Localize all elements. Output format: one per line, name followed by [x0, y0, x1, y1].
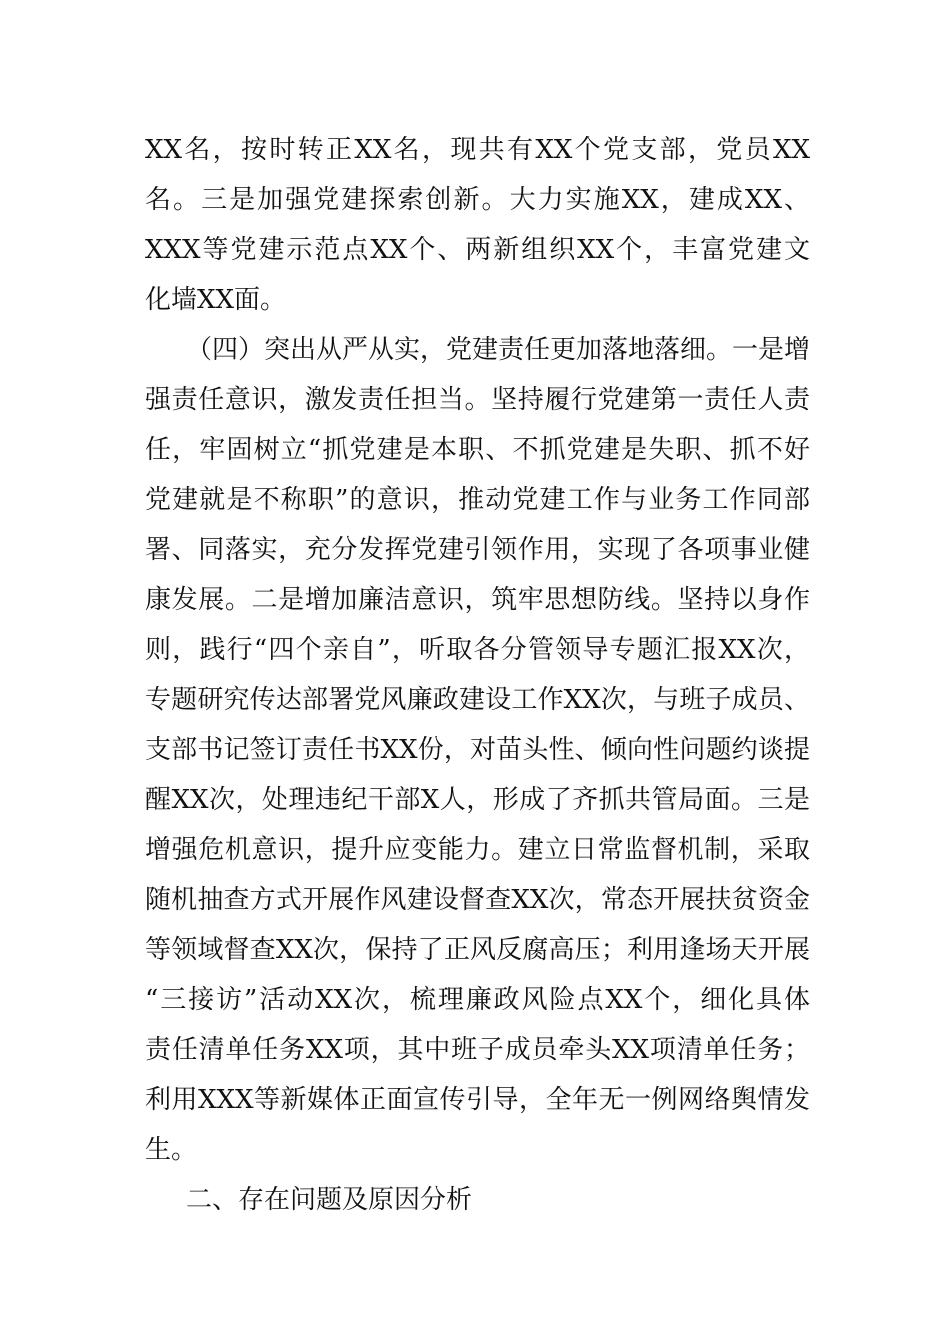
body-text-line: 康发展。二是增加廉洁意识，筑牢思想防线。坚持以身作: [145, 585, 810, 615]
body-text-line: “三接访”活动XX次，梳理廉政风险点XX个，细化具体: [145, 985, 810, 1015]
body-text-line: 署、同落实，充分发挥党建引领作用，实现了各项事业健: [145, 535, 810, 565]
body-text-line: 强责任意识，激发责任担当。坚持履行党建第一责任人责: [145, 385, 810, 415]
body-text-line: 专题研究传达部署党风廉政建设工作XX次，与班子成员、: [145, 685, 810, 715]
body-text-line: 利用XXX等新媒体正面宣传引导，全年无一例网络舆情发: [145, 1085, 810, 1115]
body-text-line: 化墙XX面。: [145, 285, 287, 315]
body-text-line: 增强危机意识，提升应变能力。建立日常监督机制，采取: [145, 835, 810, 865]
body-text-line: 任，牢固树立“抓党建是本职、不抓党建是失职、抓不好: [145, 435, 810, 465]
body-text-line: 等领域督查XX次，保持了正风反腐高压；利用逢场天开展: [145, 935, 810, 965]
body-text-line: 支部书记签订责任书XX份，对苗头性、倾向性问题约谈提: [145, 735, 810, 765]
body-text-line: XX名，按时转正XX名，现共有XX个党支部，党员XX: [145, 135, 810, 165]
body-text-line: 随机抽查方式开展作风建设督查XX次，常态开展扶贫资金: [145, 885, 810, 915]
body-text-line: 醒XX次，处理违纪干部X人，形成了齐抓共管局面。三是: [145, 785, 810, 815]
body-text-line: 党建就是不称职”的意识，推动党建工作与业务工作同部: [145, 485, 810, 515]
body-text-line: 名。三是加强党建探索创新。大力实施XX，建成XX、: [145, 185, 810, 215]
body-text-line: 生。: [145, 1135, 198, 1165]
paragraph-heading-line: （四）突出从严从实，党建责任更加落地落细。一是增: [186, 335, 811, 365]
body-text-line: XXX等党建示范点XX个、两新组织XX个，丰富党建文: [145, 235, 810, 265]
section-heading: 二、存在问题及原因分析: [186, 1185, 473, 1215]
body-text-line: 责任清单任务XX项，其中班子成员牵头XX项清单任务；: [145, 1035, 810, 1065]
body-text-line: 则，践行“四个亲自”，听取各分管领导专题汇报XX次，: [145, 635, 810, 665]
